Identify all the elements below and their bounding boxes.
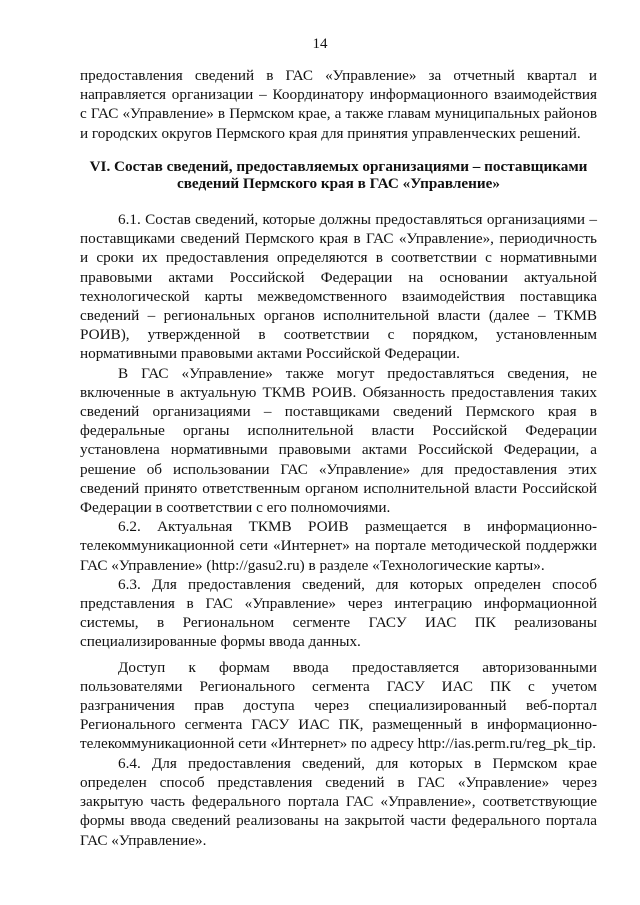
paragraph-6-3: 6.3. Для предоставления сведений, для которых определен способ представления в ГАС «Управление» через интеграцию информационной системы, в Региональном сегменте ГАСУ ИАС ПК реализованы специализированные формы ввода данных.	[80, 575, 597, 651]
section-heading-line-1: VI. Состав сведений, предоставляемых организациями – поставщиками	[89, 158, 588, 175]
paragraph-access: Доступ к формам ввода предоставляется авторизованными пользователями Регионального сегмента ГАСУ ИАС ПК с учетом разграничения прав доступа через специализированный веб-портал Регионального сегмента ГАСУ ИАС ПК, размещенный в информационно-телекоммуникационной сети «Интернет» по адресу http://ias.perm.ru/reg_pk_tip.	[80, 658, 597, 753]
paragraph-6-2: 6.2. Актуальная ТКМВ РОИВ размещается в информационно-телекоммуникационной сети «Интернет» на портале методической поддержки ГАС «Управление» (http://gasu2.ru) в разделе «Технологические карты».	[80, 518, 597, 574]
intro-paragraph: предоставления сведений в ГАС «Управление» за отчетный квартал и направляется организации – Координатору информационного взаимодействия с ГАС «Управление» в Пермском крае, а также главам муниципальных районов и городских округов Пермского края для принятия управленческих решений.	[80, 67, 597, 142]
section-body	[80, 210, 597, 850]
paragraph-6-1: 6.1. Состав сведений, которые должны предоставляться организациями – поставщиками сведений Пермского края в ГАС «Управление», периодичность и сроки их предоставления определяются в соответствии с нормативными правовыми актами Российской Федерации на основании актуальной технологической карты межведомственного взаимодействия поставщика сведений – региональных органов исполнительной власти (далее – ТКМВ РОИВ), утвержденной в соответствии с порядком, установленным нормативными правовыми актами Российской Федерации.	[80, 211, 597, 363]
section-heading-line-2: сведений Пермского края в ГАС «Управление»	[176, 175, 501, 192]
section-heading	[80, 158, 597, 192]
page-number: 14	[312, 36, 328, 52]
paragraph-additional-info: В ГАС «Управление» также могут предоставляться сведения, не включенные в актуальную ТКМВ РОИВ. Обязанность предоставления таких сведений организациями – поставщиками сведений Пермского края в федеральные органы исполнительной власти Российской Федерации установлена нормативными правовыми актами Российской Федерации, а решение об использовании ГАС «Управление» для предоставления этих сведений принято ответственным органом исполнительной власти Российской Федерации в соответствии с его полномочиями.	[80, 364, 597, 517]
paragraph-6-4: 6.4. Для предоставления сведений, для которых в Пермском крае определен способ представления сведений в ГАС «Управление» через закрытую часть федерального портала ГАС «Управление», соответствующие формы ввода сведений реализованы на закрытой части федерального портала ГАС «Управление».	[80, 754, 597, 849]
intro-block	[80, 66, 597, 143]
